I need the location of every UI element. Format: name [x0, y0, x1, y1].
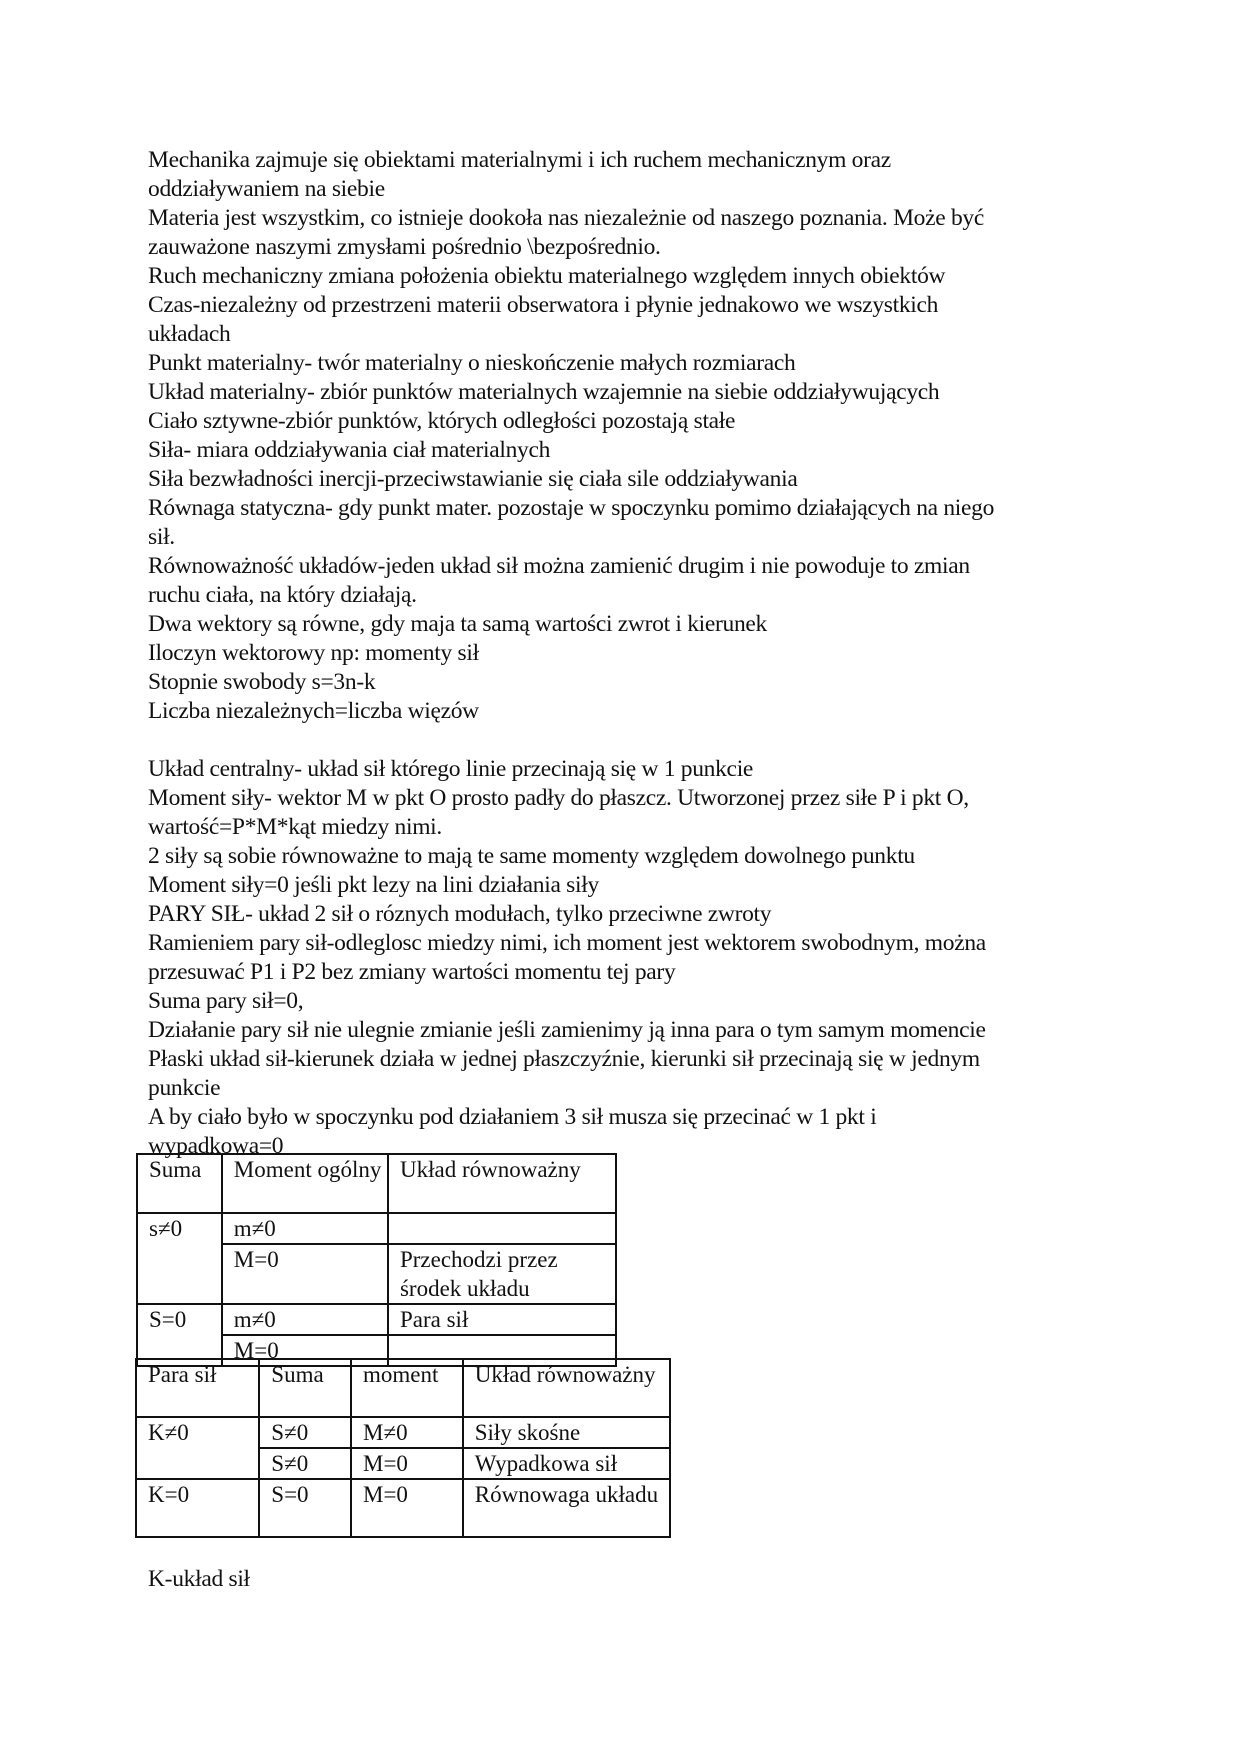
text-line: Układ centralny- układ sił którego linie przecinają się w 1 punkcie: [148, 756, 754, 782]
table-cell: K≠0: [136, 1417, 259, 1479]
text-line: Punkt materialny- twór materialny o nieskończenie małych rozmiarach: [148, 350, 796, 376]
text-line: oddziaływaniem na siebie: [148, 176, 385, 202]
table-cell: M≠0: [351, 1417, 463, 1448]
table-cell: S≠0: [259, 1417, 351, 1448]
text-line: Ciało sztywne-zbiór punktów, których odległości pozostają stałe: [148, 408, 736, 434]
table-cell: S=0: [137, 1304, 222, 1366]
table-header-row: [136, 1359, 670, 1417]
text-line: Dwa wektory są równe, gdy maja ta samą wartości zwrot i kierunek: [148, 611, 768, 637]
table-cell: Wypadkowa sił: [463, 1448, 670, 1479]
table-cell: Równowaga układu: [463, 1479, 670, 1537]
text-line: Działanie pary sił nie ulegnie zmianie jeśli zamienimy ją inna para o tym samym momencie: [148, 1017, 986, 1043]
table-header-row: [137, 1154, 616, 1213]
table-row: [137, 1213, 616, 1244]
table-force-pairs: [135, 1358, 671, 1538]
text-line: Płaski układ sił-kierunek działa w jednej płaszczyźnie, kierunki sił przecinają się w jednym: [148, 1046, 980, 1072]
text-line: punkcie: [148, 1075, 221, 1101]
text-line: Stopnie swobody s=3n-k: [148, 669, 376, 695]
table-cell: M=0: [351, 1479, 463, 1537]
text-line: Liczba niezależnych=liczba więzów: [148, 698, 479, 724]
text-line: Suma pary sił=0,: [148, 988, 304, 1014]
table-row: [137, 1304, 616, 1335]
header-cell: moment: [351, 1359, 463, 1417]
table-cell: M=0: [222, 1244, 388, 1304]
table-force-systems: [136, 1153, 617, 1367]
table-cell: Przechodzi przez środek układu: [388, 1244, 616, 1304]
table-row: [136, 1417, 670, 1448]
text-line: Równaga statyczna- gdy punkt mater. pozostaje w spoczynku pomimo działających na niego: [148, 495, 995, 521]
header-cell: Suma: [259, 1359, 351, 1417]
table-cell: Siły skośne: [463, 1417, 670, 1448]
text-line: Moment siły- wektor M w pkt O prosto padły do płaszcz. Utworzonej przez siłe P i pkt O,: [148, 785, 969, 811]
table-cell: K=0: [136, 1479, 259, 1537]
table-cell: m≠0: [222, 1304, 388, 1335]
text-line: Iloczyn wektorowy np: momenty sił: [148, 640, 479, 666]
text-line: przesuwać P1 i P2 bez zmiany wartości momentu tej pary: [148, 959, 676, 985]
table-cell: s≠0: [137, 1213, 222, 1304]
text-line: Czas-niezależny od przestrzeni materii obserwatora i płynie jednakowo we wszystkich: [148, 292, 939, 318]
table-row: [136, 1479, 670, 1537]
header-cell: Układ równoważny: [388, 1154, 616, 1213]
header-cell: Układ równoważny: [463, 1359, 670, 1417]
text-line: układach: [148, 321, 231, 347]
text-line: 2 siły są sobie równoważne to mają te same momenty względem dowolnego punktu: [148, 843, 915, 869]
header-cell: Para sił: [136, 1359, 259, 1417]
footer-note: K-układ sił: [148, 1566, 250, 1592]
text-line: Moment siły=0 jeśli pkt lezy na lini działania siły: [148, 872, 599, 898]
header-cell: Suma: [137, 1154, 222, 1213]
text-line: Układ materialny- zbiór punktów materialnych wzajemnie na siebie oddziaływujących: [148, 379, 940, 405]
text-line: PARY SIŁ- układ 2 sił o róznych modułach, tylko przeciwne zwroty: [148, 901, 772, 927]
table-cell: M=0: [351, 1448, 463, 1479]
text-line: Siła bezwładności inercji-przeciwstawianie się ciała sile oddziaływania: [148, 466, 798, 492]
header-cell: Moment ogólny: [222, 1154, 388, 1213]
text-line: wartość=P*M*kąt miedzy nimi.: [148, 814, 442, 840]
table-cell: M=0: [222, 1335, 388, 1366]
text-line: Równoważność układów-jeden układ sił można zamienić drugim i nie powoduje to zmian: [148, 553, 970, 579]
text-line: Ruch mechaniczny zmiana położenia obiektu materialnego względem innych obiektów: [148, 263, 946, 289]
table-cell: Para sił: [388, 1304, 616, 1335]
text-line: sił.: [148, 524, 175, 550]
text-line: Materia jest wszystkim, co istnieje dookoła nas niezależnie od naszego poznania. Może być: [148, 205, 984, 231]
table-cell: S=0: [259, 1479, 351, 1537]
table-cell: [388, 1213, 616, 1244]
text-line: zauważone naszymi zmysłami pośrednio \bezpośrednio.: [148, 234, 661, 260]
text-line: ruchu ciała, na który działają.: [148, 582, 417, 608]
text-line: A by ciało było w spoczynku pod działaniem 3 sił musza się przecinać w 1 pkt i: [148, 1104, 877, 1130]
text-line: Mechanika zajmuje się obiektami materialnymi i ich ruchem mechanicznym oraz: [148, 147, 891, 173]
table-cell: m≠0: [222, 1213, 388, 1244]
text-line: wypadkowa=0: [148, 1133, 284, 1159]
text-line: Siła- miara oddziaływania ciał materialnych: [148, 437, 551, 463]
text-line: Ramieniem pary sił-odleglosc miedzy nimi, ich moment jest wektorem swobodnym, można: [148, 930, 986, 956]
table-cell: S≠0: [259, 1448, 351, 1479]
